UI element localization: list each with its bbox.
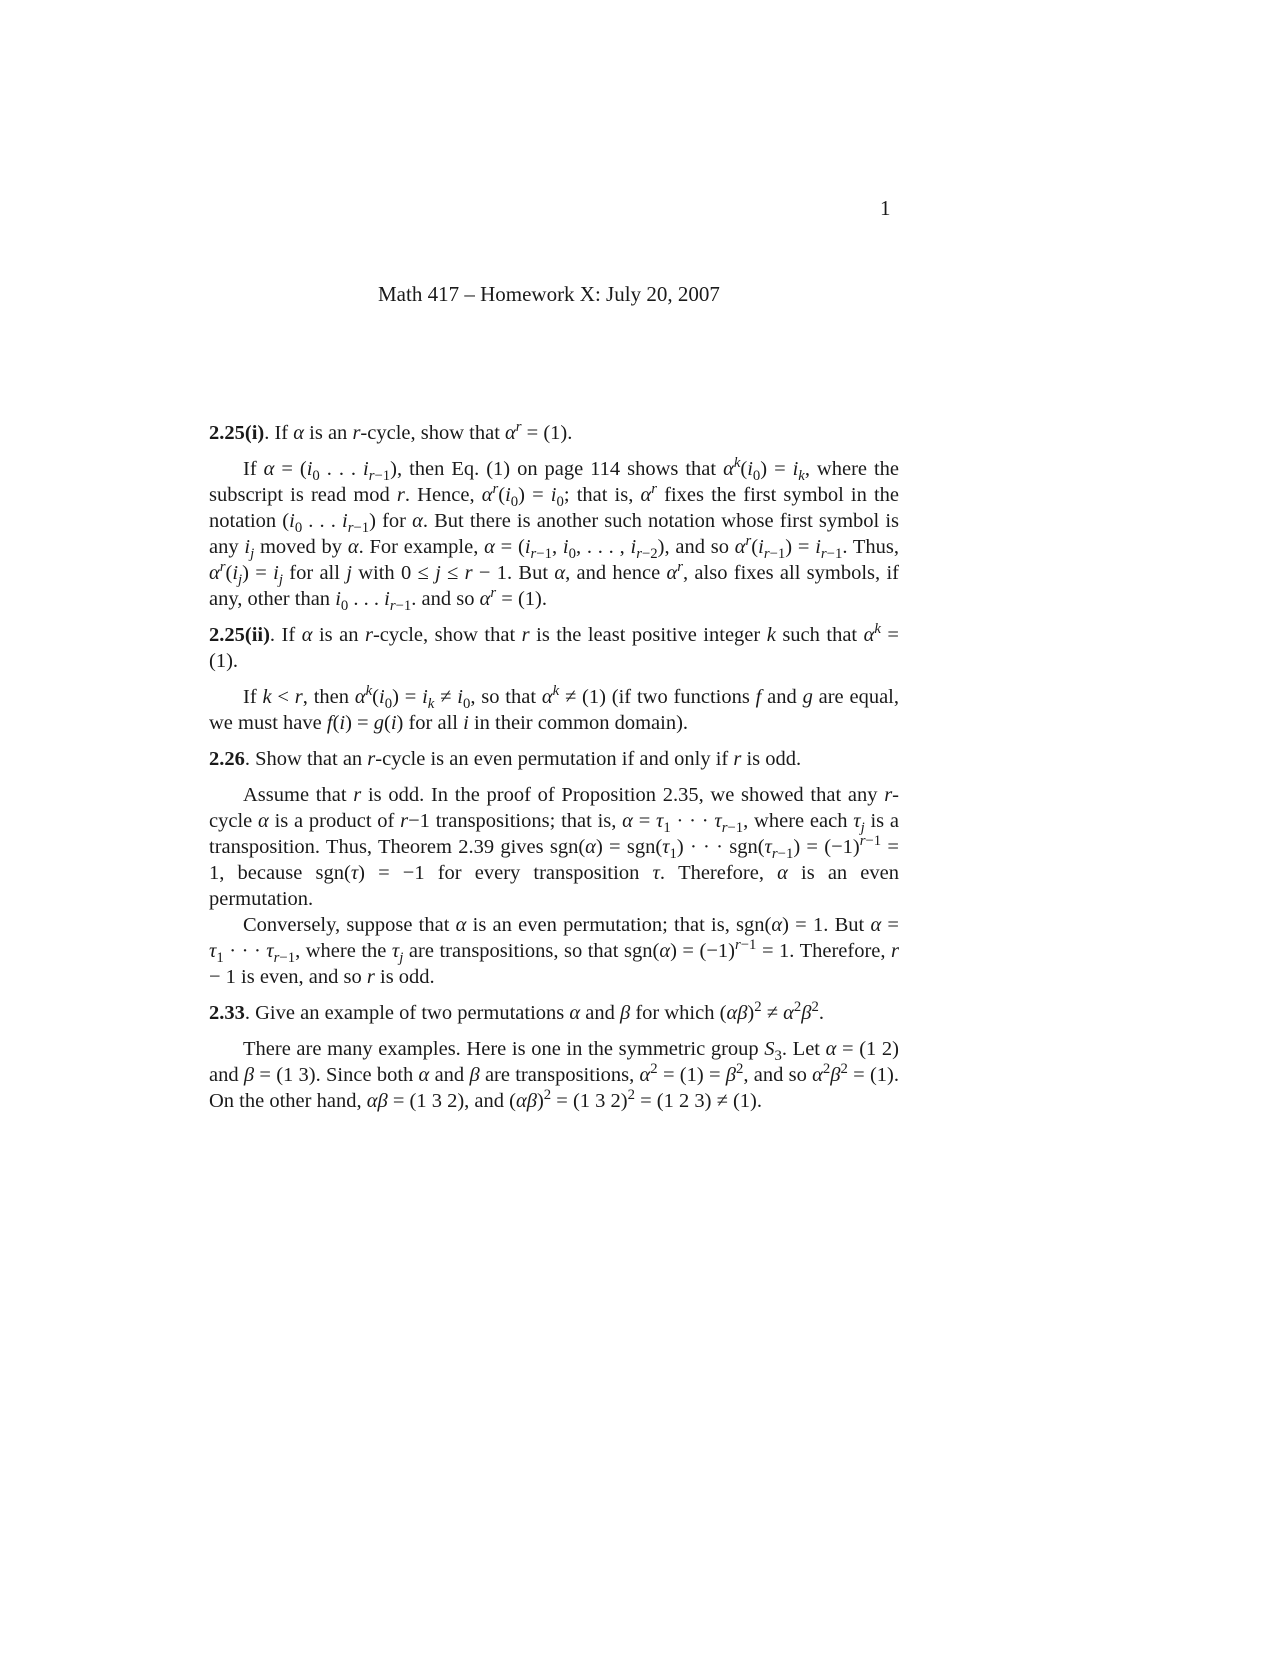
solution: Assume that r is odd. In the proof of Proposition 2.35, we showed that any r-cycle α is a product of r−1 transpositions; that is, $\alpha = \tau_1$ · · · $\tau_{r-1}$, where each $\tau_j$ is a transposition. Thus, Theorem 2.39 gives $sgn(\alpha) = sgn(\tau_1)$ · · · $sgn(\tau_{r-1}) = (-1)^{r-1} = 1$, because sgn(τ) = −1 for every transposition τ. Therefore, α is an even permutation. Conversely, suppose that α is an even permutation; that is, sgn(α) = 1. But $\alpha = \tau_1$ · · · $\tau_{r-1}$, where the $\tau_j$ are transpositions, so that $sgn(\alpha) = (-1)^{r-1} = 1$. Therefore, r − 1 is even, and so r is odd. [209, 784, 900, 988]
problem-number: 2.25(i) [209, 422, 265, 444]
problem-number: 2.25(ii) [209, 624, 270, 646]
problem-statement: 2.33. Give an example of two permutations α and β for which $(\alpha\beta)^2 \ne \alpha^2\beta^2$. [209, 999, 824, 1024]
problem-number: 2.33 [209, 1002, 245, 1024]
page-number: 1 [880, 196, 891, 220]
problem-statement: 2.25(ii). If α is an r-cycle, show that r is the least positive integer k such that $\alpha^k = (1)$. [209, 621, 899, 672]
document-title: Math 417 – Homework X: July 20, 2007 [378, 282, 720, 306]
problem-number: 2.26 [209, 748, 245, 770]
solution: There are many examples. Here is one in the symmetric group $S_3$. Let α = (1 2) and β = (1 3). Since both α and β are transpositions, $\alpha^2 = (1) = \beta^2$, and so $\alpha^2\beta^2 = (1)$. On the other hand, αβ = (1 3 2), and $(\alpha\beta)^2 = (1$ 3 2)$^2$ = (1 2 3) ≠ (1). [209, 1038, 900, 1112]
solution: If $\alpha = (i_0$ . . . $i_{r-1}$), then Eq. (1) on page 114 shows that $\alpha^k(i_0) = i_k$, where the subscript is read mod r. Hence, $\alpha^r(i_0) = i_0$; that is, $\alpha^r$ fixes the first symbol in the notation ($i_0$ . . . $i_{r-1}$) for α. But there is another such notation whose first symbol is any $i_j$ moved by α. For example, $\alpha = (i_{r-1}$, $i_0$, . . . , $i_{r-2}$), and so $\alpha^r(i_{r-1}) = i_{r-1}$. Thus, $\alpha^r(i_j) = i_j$ for all j with 0 ≤ j ≤ r − 1. But α, and hence $\alpha^r$, also fixes all symbols, if any, other than $i_0$ . . . $i_{r-1}$. and so $\alpha^r = (1)$. [209, 455, 900, 615]
problem-statement: 2.26. Show that an r-cycle is an even permutation if and only if r is odd. [209, 748, 802, 770]
solution: If k < r, then $\alpha^k(i_0) = i_k \ne i_0$, so that $\alpha^k \ne (1)$ (if two functions f and g are equal, we must have f(i) = g(i) for all i in their common domain). [209, 683, 899, 734]
problem-statement: 2.25(i). If α is an r-cycle, show that $\alpha^r = (1)$. [209, 419, 573, 444]
document-body [209, 420, 899, 1124]
